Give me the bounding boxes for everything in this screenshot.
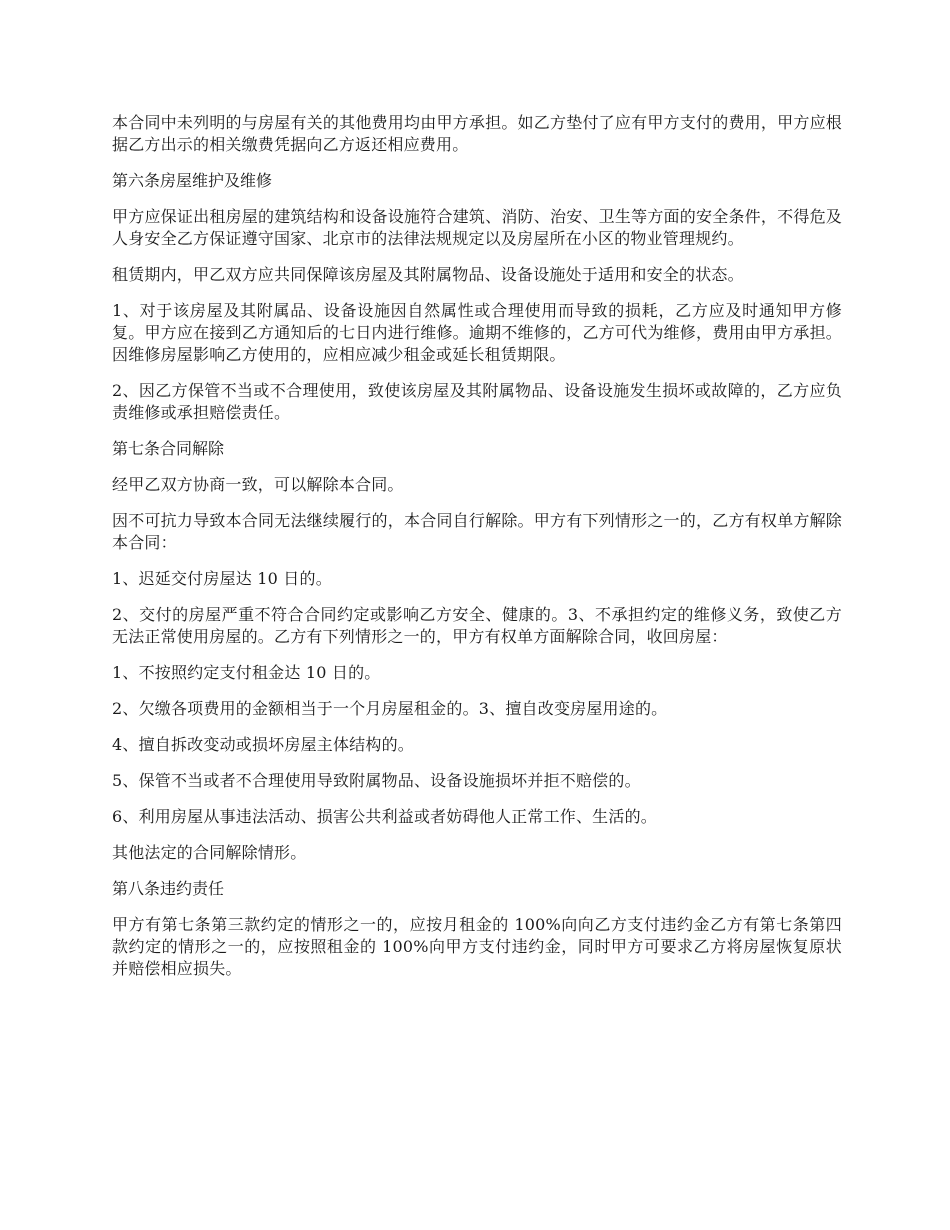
paragraph-lease-period-safety: 租赁期内，甲乙双方应共同保障该房屋及其附属物品、设备设施处于适用和安全的状态。 xyxy=(112,265,744,284)
paragraph-landlord-item-2-3: 2、欠缴各项费用的金额相当于一个月房屋租金的。3、擅自改变房屋用途的。 xyxy=(112,699,668,718)
paragraph-force-majeure: 因不可抗力导致本合同无法继续履行的，本合同自行解除。甲方有下列情形之一的，乙方有权单方解除本合同： xyxy=(112,511,842,552)
paragraph-repair-item-2: 2、因乙方保管不当或不合理使用，致使该房屋及其附属物品、设备设施发生损坏或故障的，乙方应负责维修或承担赔偿责任。 xyxy=(112,381,842,422)
paragraph-other-fees: 本合同中未列明的与房屋有关的其他费用均由甲方承担。如乙方垫付了应有甲方支付的费用，甲方应根据乙方出示的相关缴费凭据向乙方返还相应费用。 xyxy=(112,113,842,154)
document-page xyxy=(112,112,842,994)
paragraph-safety-conditions: 甲方应保证出租房屋的建筑结构和设备设施符合建筑、消防、治安、卫生等方面的安全条件，不得危及人身安全乙方保证遵守国家、北京市的法律法规规定以及房屋所在小区的物业管理规约。 xyxy=(112,207,842,248)
paragraph-breach-liability: 甲方有第七条第三款约定的情形之一的，应按月租金的 100%向向乙方支付违约金乙方有第七条第四款约定的情形之一的，应按照租金的 100%向甲方支付违约金，同时甲方可要求乙方将房屋恢复原状并赔偿相应损失。 xyxy=(112,915,842,978)
paragraph-termination-item-2-3: 2、交付的房屋严重不符合合同约定或影响乙方安全、健康的。3、不承担约定的维修义务，致使乙方无法正常使用房屋的。乙方有下列情形之一的，甲方有权单方面解除合同，收回房屋： xyxy=(112,605,842,646)
paragraph-landlord-item-1: 1、不按照约定支付租金达 10 日的。 xyxy=(112,663,381,682)
paragraph-termination-item-1: 1、迟延交付房屋达 10 日的。 xyxy=(112,569,332,588)
heading-article-7: 第七条合同解除 xyxy=(112,439,225,458)
paragraph-mutual-termination: 经甲乙双方协商一致，可以解除本合同。 xyxy=(112,475,404,494)
heading-article-8: 第八条违约责任 xyxy=(112,879,225,898)
paragraph-other-legal: 其他法定的合同解除情形。 xyxy=(112,843,307,862)
heading-article-6: 第六条房屋维护及维修 xyxy=(112,171,273,190)
paragraph-landlord-item-5: 5、保管不当或者不合理使用导致附属物品、设备设施损坏并拒不赔偿的。 xyxy=(112,771,641,790)
paragraph-landlord-item-6: 6、利用房屋从事违法活动、损害公共利益或者妨碍他人正常工作、生活的。 xyxy=(112,807,657,826)
paragraph-repair-item-1: 1、对于该房屋及其附属品、设备设施因自然属性或合理使用而导致的损耗，乙方应及时通知甲方修复。甲方应在接到乙方通知后的七日内进行维修。逾期不维修的，乙方可代为维修，费用由甲方承担。因维修房屋影响乙方使用的，应相应减少租金或延长租赁期限。 xyxy=(112,301,842,364)
paragraph-landlord-item-4: 4、擅自拆改变动或损坏房屋主体结构的。 xyxy=(112,735,414,754)
